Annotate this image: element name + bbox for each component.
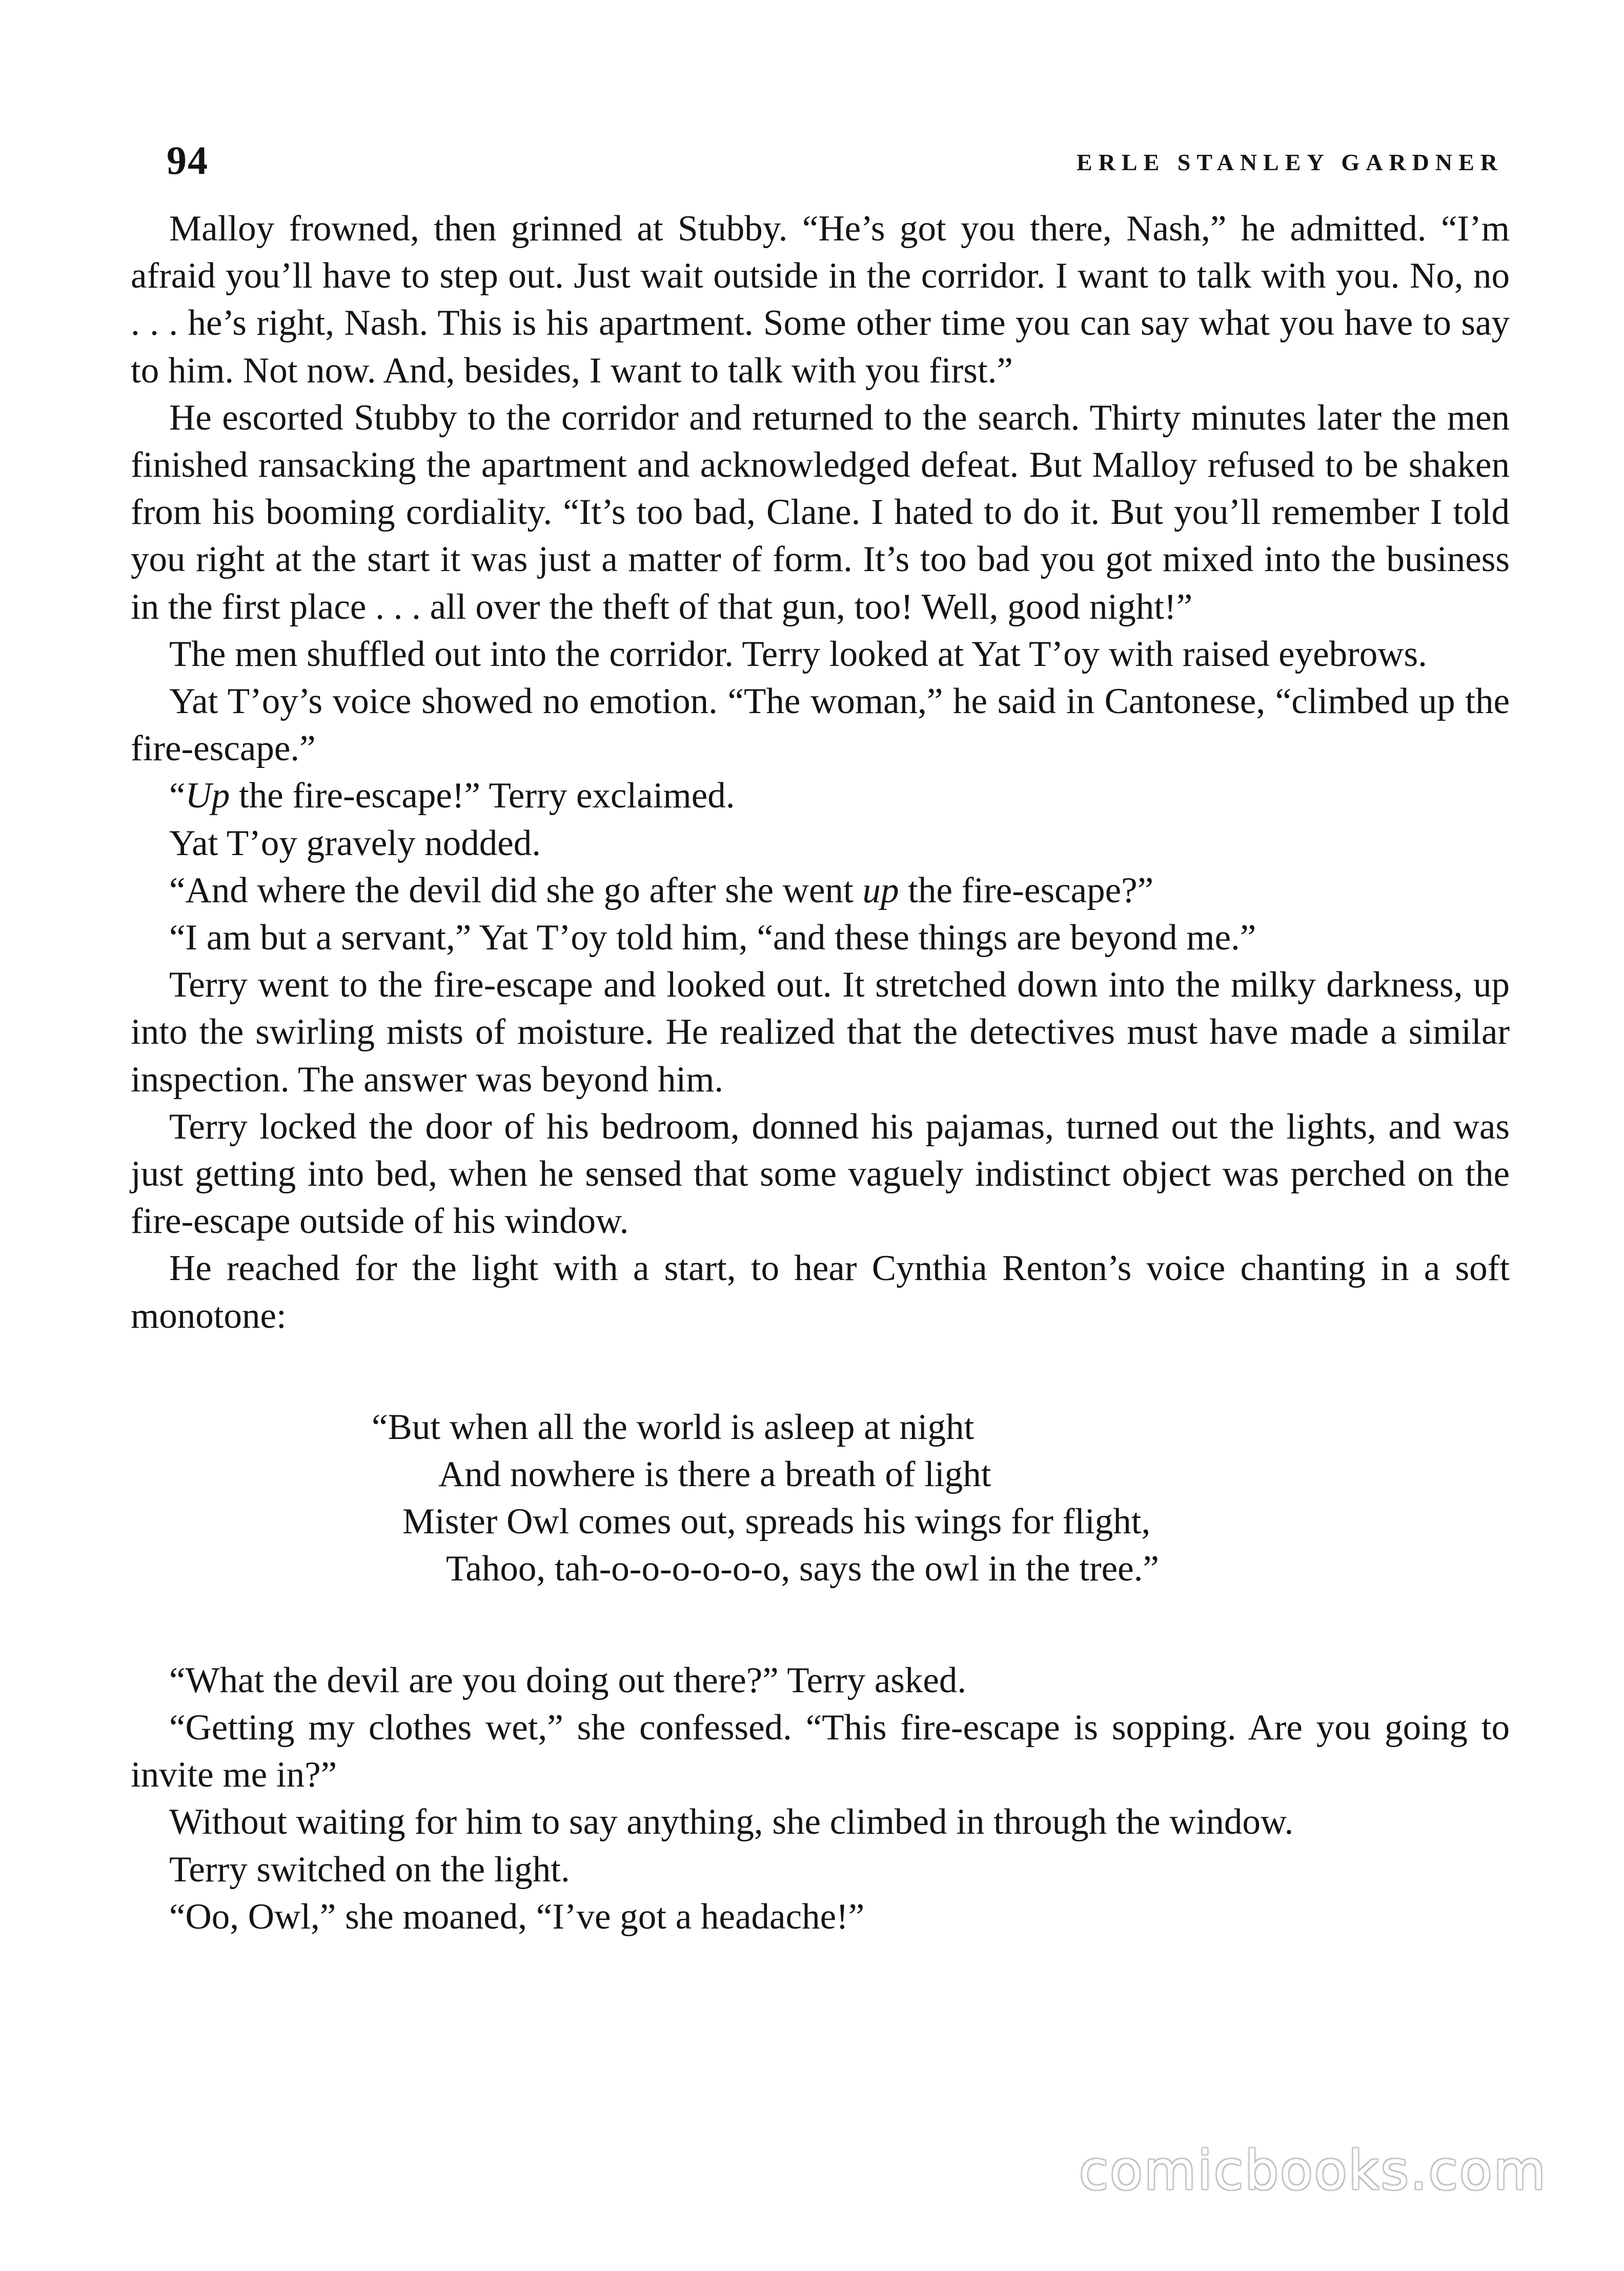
running-head: ERLE STANLEY GARDNER [1077,149,1504,175]
paragraph: Terry went to the fire-escape and looked out. It stretched down into the milky darkness, up into the swirling mists of moisture. He realized that the detectives must have made a similar inspection. The answer was beyond him. [131,965,1510,1100]
verse-line: Tahoo, tah-o-o-o-o-o-o, says the owl in the tree.” [446,1549,1159,1589]
paragraph: “What the devil are you doing out there?” Terry asked. [169,1660,967,1700]
paragraph: “I am but a servant,” Yat T’oy told him, “and these things are beyond me.” [169,918,1256,958]
paragraph-text: the fire-escape!” Terry exclaimed. [230,776,735,816]
verse-line: “But when all the world is asleep at night [372,1407,975,1447]
paragraph-text: the fire-escape?” [899,870,1154,910]
paragraph: Yat T’oy gravely nodded. [169,823,541,863]
paragraph: “Oo, Owl,” she moaned, “I’ve got a headache!” [169,1896,865,1937]
paragraph: He escorted Stubby to the corridor and returned to the search. Thirty minutes later the men finished ransacking the apartment and acknowledged defeat. But Malloy refused to be shaken from his booming cordiality. “It’s too bad, Clane. I hated to do it. But you’ll remember I told you right at the start it was just a matter of form. It’s too bad you got mixed into the business in the first place . . . all over the theft of that gun, too! Well, good night!” [131,397,1510,627]
verse-line: And nowhere is there a breath of light [438,1454,991,1495]
paragraph: He reached for the light with a start, to hear Cynthia Renton’s voice chanting in a soft monotone: [131,1248,1510,1336]
emphasis: Up [185,776,230,816]
paragraph: Terry switched on the light. [169,1849,570,1890]
paragraph-text: “And where the devil did she go after she went [169,870,863,910]
paragraph: Terry locked the door of his bedroom, donned his pajamas, turned out the lights, and was just getting into bed, when he sensed that some vaguely indistinct object was perched on the fire-escape outside of his window. [131,1106,1510,1242]
paragraph: Malloy frowned, then grinned at Stubby. “He’s got you there, Nash,” he admitted. “I’m afraid you’ll have to step out. Just wait outside in the corridor. I want to talk with you. No, no . . . he’s right, Nash. This is his apartment. Some other time you can say what you have to say to him. Not now. And, besides, I want to talk with you first.” [131,209,1510,391]
paragraph: Without waiting for him to say anything, she climbed in through the window. [169,1802,1294,1842]
verse-line: Mister Owl comes out, spreads his wings for flight, [402,1502,1151,1542]
paragraph: The men shuffled out into the corridor. Terry looked at Yat T’oy with raised eyebrows. [169,634,1427,674]
verse-block [372,1404,1510,1593]
quote-open: “ [169,776,186,816]
paragraph [131,867,1510,914]
page-header [167,137,1504,194]
watermark-logo: comicbooks.com [1079,2139,1547,2202]
paragraph [131,772,1510,819]
paragraph: “Getting my clothes wet,” she confessed. “This fire-escape is sopping. Are you going to invite me in?” [131,1707,1510,1795]
emphasis: up [862,870,899,910]
page-number: 94 [167,138,209,183]
paragraph: Yat T’oy’s voice showed no emotion. “The woman,” he said in Cantonese, “climbed up the fire-escape.” [131,681,1510,769]
body-text [131,205,1510,1940]
